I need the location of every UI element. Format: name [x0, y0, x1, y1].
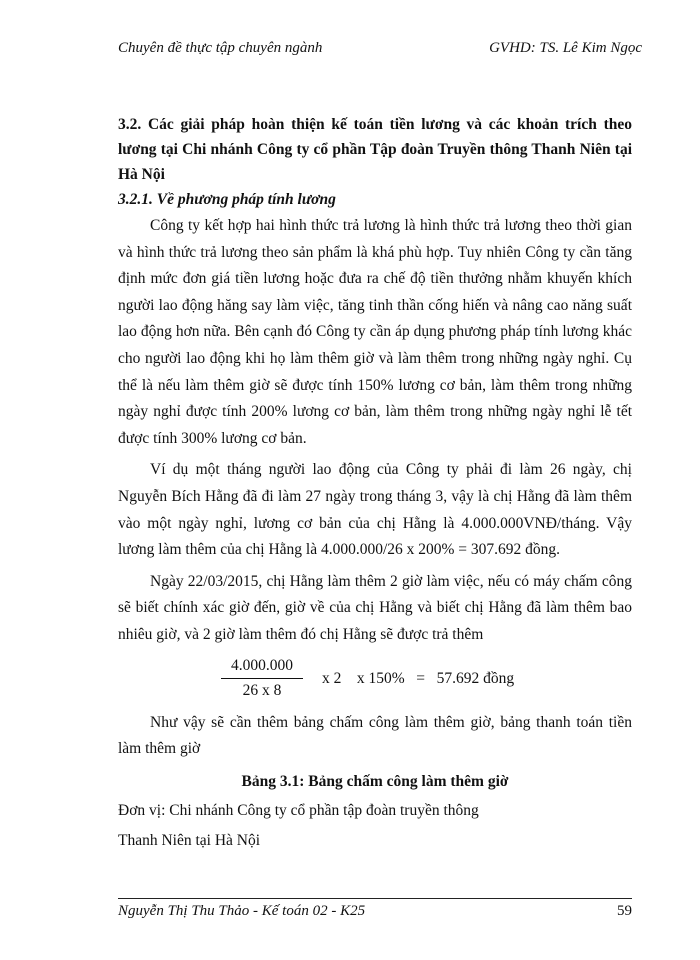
formula-fraction: [214, 657, 310, 700]
footer-divider: [118, 898, 632, 899]
page-number: 59: [617, 903, 632, 919]
footer-author: Nguyễn Thị Thu Thảo - Kế toán 02 - K25: [118, 903, 366, 919]
paragraph: Công ty kết hợp hai hình thức trả lương là hình thức trả lương theo thời gian và hình thức trả lương theo sản phẩm là khá phù hợp. Tuy nhiên Công ty cần tăng định mức đơn giá tiền lương hoặc đưa ra chế độ tiền thưởng nhằm khuyến khích người lao động hăng say làm việc, tăng tinh thần cống hiến và nâng cao năng suất lao động hơn nữa. Bên cạnh đó Công ty cần áp dụng phương pháp tính lương khác cho người lao động khi họ làm thêm giờ và làm thêm trong những ngày nghỉ. Cụ thể là nếu làm thêm giờ sẽ được tính 150% lương cơ bản, làm thêm trong những ngày nghỉ được tính 200% lương cơ bản, làm thêm trong những ngày nghỉ lễ tết được tính 300% lương cơ bản.: [118, 217, 632, 447]
table-caption: Bảng 3.1: Bảng chấm công làm thêm giờ: [241, 772, 509, 790]
header-supervisor: GVHD: TS. Lê Kim Ngọc: [489, 40, 642, 56]
subsection-heading: 3.2.1. Về phương pháp tính lương: [118, 191, 336, 208]
paragraph: Ví dụ một tháng người lao động của Công ty phải đi làm 26 ngày, chị Nguyễn Bích Hằng đã đi làm 27 ngày trong tháng 3, vậy là chị Hằng đã làm thêm vào một ngày nghỉ, lương cơ bản của chị Hằng là 4.000.000VNĐ/tháng. Vậy lương làm thêm của chị Hằng là 4.000.000/26 x 200% = 307.692 đồng.: [118, 461, 632, 559]
paragraph: Ngày 22/03/2015, chị Hằng làm thêm 2 giờ làm việc, nếu có máy chấm công sẽ biết chính xác giờ đến, giờ về của chị Hằng và biết chị Hằng đã làm thêm bao nhiêu giờ, và 2 giờ làm thêm đó chị Hằng sẽ được trả thêm: [118, 572, 632, 643]
paragraph: Như vậy sẽ cần thêm bảng chấm công làm thêm giờ, bảng thanh toán tiền làm thêm giờ: [118, 713, 632, 758]
formula-numerator: 4.000.000: [231, 657, 293, 674]
unit-line: Đơn vị: Chi nhánh Công ty cổ phần tập đoàn truyền thông: [118, 801, 479, 819]
page-content: [118, 112, 632, 856]
header-course-title: Chuyên đề thực tập chuyên ngành: [118, 40, 323, 56]
section-heading: 3.2. Các giải pháp hoàn thiện kế toán tiền lương và các khoản trích theo lương tại Chi nhánh Công ty cổ phần Tập đoàn Truyền thông Thanh Niên tại Hà Nội: [118, 116, 632, 183]
formula-denominator: 26 x 8: [242, 682, 282, 699]
page-footer: [118, 903, 632, 920]
unit-line: Thanh Niên tại Hà Nội: [118, 831, 261, 849]
overtime-formula: [214, 652, 632, 706]
page-header: [118, 40, 642, 57]
formula-result: x 2 x 150% = 57.692 đồng: [322, 669, 515, 687]
